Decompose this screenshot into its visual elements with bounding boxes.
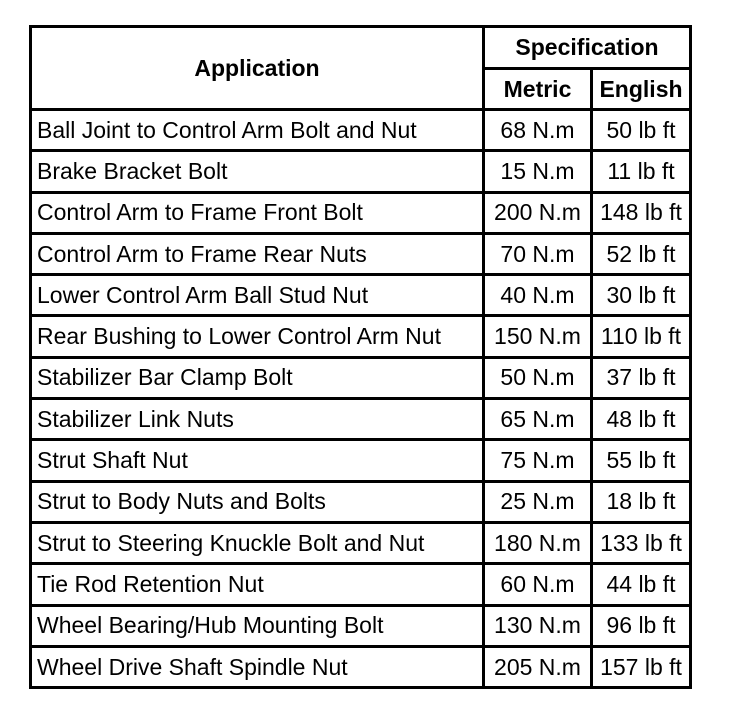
metric-value-cell: 205 N.m: [484, 646, 592, 687]
english-value-cell: 30 lb ft: [592, 275, 691, 316]
specification-header: Specification: [484, 27, 691, 69]
table-row: [31, 522, 691, 563]
metric-value-cell: 50 N.m: [484, 357, 592, 398]
metric-value-cell: 65 N.m: [484, 399, 592, 440]
metric-value-cell: 68 N.m: [484, 110, 592, 151]
application-cell: Rear Bushing to Lower Control Arm Nut: [31, 316, 484, 357]
english-value-cell: 50 lb ft: [592, 110, 691, 151]
application-header: Application: [31, 27, 484, 110]
table-body: [31, 110, 691, 688]
metric-value-cell: 70 N.m: [484, 233, 592, 274]
table-row: [31, 233, 691, 274]
table-row: [31, 357, 691, 398]
table-row: [31, 151, 691, 192]
metric-value-cell: 15 N.m: [484, 151, 592, 192]
metric-value-cell: 200 N.m: [484, 192, 592, 233]
application-cell: Strut to Steering Knuckle Bolt and Nut: [31, 522, 484, 563]
application-cell: Lower Control Arm Ball Stud Nut: [31, 275, 484, 316]
table-row: [31, 564, 691, 605]
metric-value-cell: 40 N.m: [484, 275, 592, 316]
table-row: [31, 275, 691, 316]
table-row: [31, 192, 691, 233]
table-row: [31, 646, 691, 687]
english-value-cell: 110 lb ft: [592, 316, 691, 357]
application-cell: Stabilizer Link Nuts: [31, 399, 484, 440]
english-value-cell: 55 lb ft: [592, 440, 691, 481]
english-value-cell: 52 lb ft: [592, 233, 691, 274]
english-value-cell: 48 lb ft: [592, 399, 691, 440]
table-row: [31, 110, 691, 151]
table-row: [31, 605, 691, 646]
metric-value-cell: 130 N.m: [484, 605, 592, 646]
english-value-cell: 148 lb ft: [592, 192, 691, 233]
application-cell: Control Arm to Frame Front Bolt: [31, 192, 484, 233]
header-row-top: [31, 27, 691, 69]
table-row: [31, 399, 691, 440]
english-value-cell: 11 lb ft: [592, 151, 691, 192]
english-value-cell: 37 lb ft: [592, 357, 691, 398]
application-cell: Strut Shaft Nut: [31, 440, 484, 481]
application-cell: Brake Bracket Bolt: [31, 151, 484, 192]
metric-value-cell: 25 N.m: [484, 481, 592, 522]
metric-value-cell: 75 N.m: [484, 440, 592, 481]
application-cell: Ball Joint to Control Arm Bolt and Nut: [31, 110, 484, 151]
table-row: [31, 440, 691, 481]
english-value-cell: 96 lb ft: [592, 605, 691, 646]
metric-value-cell: 60 N.m: [484, 564, 592, 605]
table-row: [31, 481, 691, 522]
application-cell: Wheel Drive Shaft Spindle Nut: [31, 646, 484, 687]
english-value-cell: 133 lb ft: [592, 522, 691, 563]
english-header: English: [592, 69, 691, 110]
metric-header: Metric: [484, 69, 592, 110]
application-cell: Wheel Bearing/Hub Mounting Bolt: [31, 605, 484, 646]
english-value-cell: 44 lb ft: [592, 564, 691, 605]
application-cell: Control Arm to Frame Rear Nuts: [31, 233, 484, 274]
table-row: [31, 316, 691, 357]
application-cell: Tie Rod Retention Nut: [31, 564, 484, 605]
application-cell: Strut to Body Nuts and Bolts: [31, 481, 484, 522]
english-value-cell: 18 lb ft: [592, 481, 691, 522]
metric-value-cell: 180 N.m: [484, 522, 592, 563]
application-cell: Stabilizer Bar Clamp Bolt: [31, 357, 484, 398]
english-value-cell: 157 lb ft: [592, 646, 691, 687]
metric-value-cell: 150 N.m: [484, 316, 592, 357]
fastener-torque-table: [29, 25, 692, 689]
